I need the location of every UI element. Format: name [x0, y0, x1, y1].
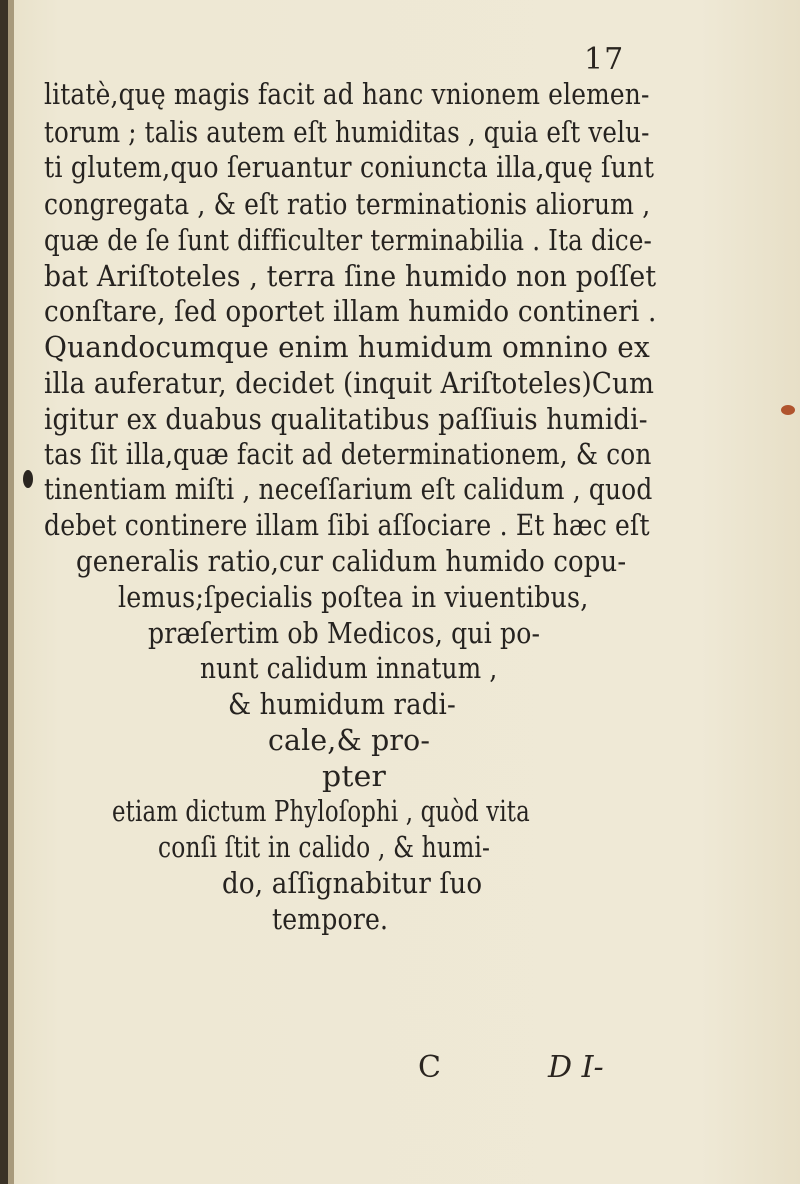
- page-number: 17: [584, 42, 625, 77]
- red-wax-spot: [781, 405, 795, 415]
- text-line: illa auferatur, decidet (inquit Ariſtoteles)Cum: [44, 366, 655, 400]
- text-line: debet continere illam ſibi aſſociare . Et hæc eſt: [44, 508, 650, 542]
- text-line: & humidum radi-: [228, 687, 456, 721]
- binding-shadow: [8, 0, 14, 1184]
- text-line: tinentiam miſti , neceſſarium eſt calidum , quod: [44, 472, 653, 506]
- text-line: quæ de ſe ſunt difficulter terminabilia . Ita dice-: [44, 223, 653, 257]
- text-line: tempore.: [272, 902, 389, 936]
- text-line: cale,& pro-: [268, 723, 431, 757]
- binding-gutter: [0, 0, 8, 1184]
- text-line: pter: [322, 759, 387, 793]
- text-line: Quandocumque enim humidum omnino ex: [44, 330, 650, 364]
- signature-mark: C: [418, 1050, 441, 1085]
- text-line: do, aſſignabitur ſuo: [222, 866, 483, 900]
- text-line: generalis ratio,cur calidum humido copu-: [76, 544, 627, 578]
- text-line: tas ſit illa,quæ facit ad determinationem, & con: [44, 437, 652, 471]
- text-line: torum ; talis autem eſt humiditas , quia eſt velu-: [44, 115, 650, 149]
- ink-blot: [23, 470, 33, 488]
- text-line: lemus;ſpecialis poſtea in viuentibus,: [118, 580, 589, 614]
- text-line: bat Ariſtoteles , terra ſine humido non poſſet: [44, 259, 657, 293]
- text-line: conſtare, ſed oportet illam humido contineri .: [44, 294, 657, 328]
- text-line: ti glutem,quo ſeruantur coniuncta illa,quę ſunt: [44, 150, 655, 184]
- text-line: præſertim ob Medicos, qui po-: [148, 616, 541, 650]
- text-line: etiam dictum Phyloſophi , quòd vita: [112, 794, 530, 828]
- text-line: conſi ſtit in calido , & humi-: [158, 830, 491, 864]
- catchword: D I-: [548, 1050, 604, 1085]
- text-line: igitur ex duabus qualitatibus paſſiuis humidi-: [44, 402, 648, 436]
- text-line: litatè,quę magis facit ad hanc vnionem elemen-: [44, 77, 650, 111]
- text-line: nunt calidum innatum ,: [200, 651, 498, 685]
- text-line: congregata , & eſt ratio terminationis aliorum ,: [44, 187, 651, 221]
